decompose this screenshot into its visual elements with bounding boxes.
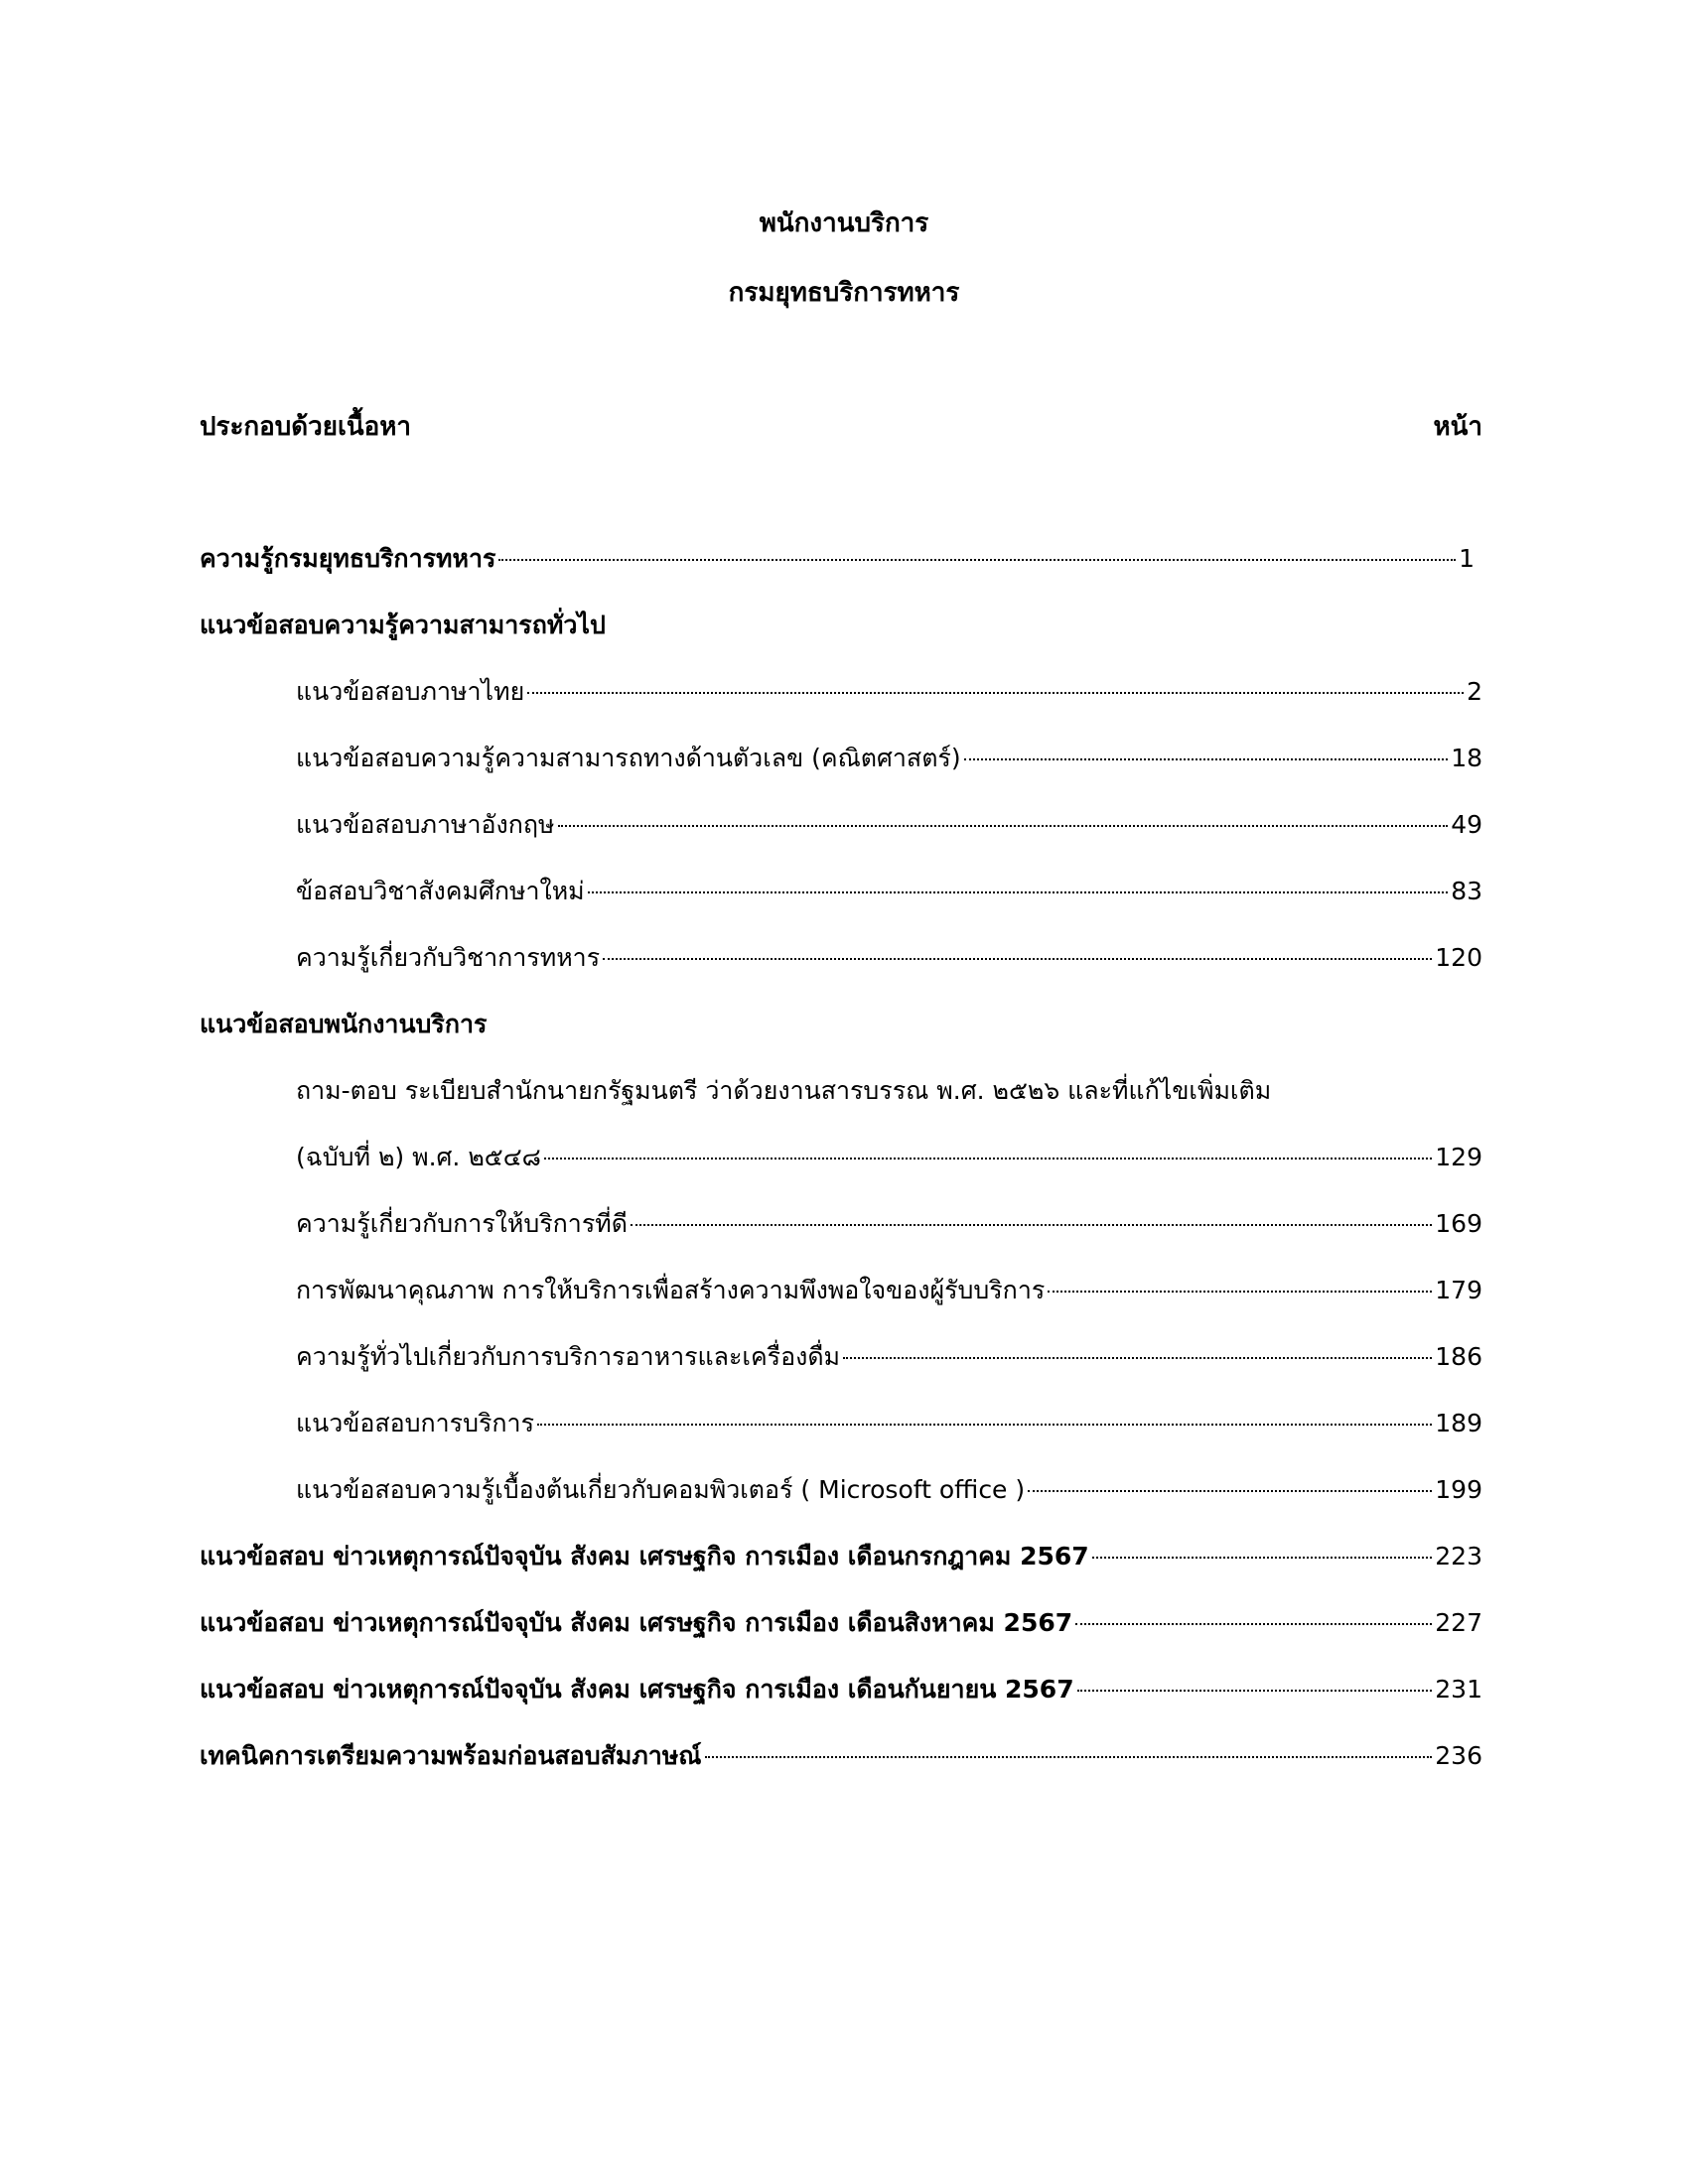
dot-leader bbox=[1092, 1557, 1433, 1559]
dot-leader bbox=[558, 825, 1449, 827]
toc-entry-page-number: 120 bbox=[1435, 943, 1482, 972]
toc-entry-page-number: 2 bbox=[1467, 677, 1482, 706]
toc-entry bbox=[0, 672, 1688, 739]
toc-entry-label: ความรู้กรมยุทธบริการทหาร bbox=[200, 544, 496, 573]
toc-entry bbox=[0, 1404, 1688, 1470]
dot-leader bbox=[1077, 1690, 1433, 1692]
toc-entry bbox=[0, 739, 1688, 805]
toc-entry-label: เทคนิคการเตรียมความพร้อมก่อนสอบสัมภาษณ์ bbox=[200, 1741, 702, 1770]
toc-entry-label: แนวข้อสอบความรู้ความสามารถทางด้านตัวเลข (คณิตศาสตร์) bbox=[296, 744, 961, 772]
dot-leader bbox=[527, 692, 1464, 694]
toc-entry-page-number: 1 bbox=[1459, 544, 1475, 573]
toc-entry-label: แนวข้อสอบความรู้เบื้องต้นเกี่ยวกับคอมพิวเตอร์ ( Microsoft office ) bbox=[296, 1475, 1026, 1504]
toc-entry-page-number: 231 bbox=[1435, 1675, 1482, 1704]
toc-entry-label: แนวข้อสอบพนักงานบริการ bbox=[200, 1010, 488, 1038]
toc-entry bbox=[0, 1005, 1688, 1071]
dot-leader bbox=[498, 559, 1456, 561]
toc-entry-page-number: 18 bbox=[1451, 744, 1482, 772]
dot-leader bbox=[843, 1357, 1432, 1359]
toc-entry bbox=[0, 1670, 1688, 1736]
dot-leader bbox=[964, 758, 1449, 760]
toc-entry-label: ถาม-ตอบ ระเบียบสำนักนายกรัฐมนตรี ว่าด้วยงานสารบรรณ พ.ศ. ๒๕๒๖ และที่แก้ไขเพิ่มเติม bbox=[296, 1076, 1272, 1105]
toc-entry-page-number: 186 bbox=[1435, 1342, 1482, 1371]
toc-entry-label: ความรู้เกี่ยวกับการให้บริการที่ดี bbox=[296, 1209, 628, 1238]
dot-leader bbox=[603, 958, 1432, 960]
toc-entry-label: แนวข้อสอบความรู้ความสามารถทั่วไป bbox=[200, 611, 606, 639]
dot-leader bbox=[588, 891, 1449, 893]
dot-leader bbox=[537, 1424, 1432, 1426]
toc-entry bbox=[0, 1537, 1688, 1603]
toc-entry-label: (ฉบับที่ ๒) พ.ศ. ๒๕๔๘ bbox=[296, 1143, 541, 1171]
toc-entry bbox=[0, 539, 1688, 606]
toc-entry bbox=[0, 1204, 1688, 1271]
toc-entry-label: การพัฒนาคุณภาพ การให้บริการเพื่อสร้างความพึงพอใจของผู้รับบริการ bbox=[296, 1276, 1046, 1304]
toc-entry bbox=[0, 1138, 1688, 1204]
dot-leader bbox=[544, 1158, 1432, 1160]
dot-leader bbox=[631, 1224, 1432, 1226]
toc-entry bbox=[0, 1071, 1688, 1138]
toc-entry bbox=[0, 1271, 1688, 1337]
toc-entry-label: แนวข้อสอบภาษาไทย bbox=[296, 677, 525, 706]
toc-entry-page-number: 129 bbox=[1435, 1143, 1482, 1171]
toc-entry-label: แนวข้อสอบ ข่าวเหตุการณ์ปัจจุบัน สังคม เศรษฐกิจ การเมือง เดือนสิงหาคม 2567 bbox=[200, 1608, 1073, 1637]
toc-entry-label: แนวข้อสอบ ข่าวเหตุการณ์ปัจจุบัน สังคม เศรษฐกิจ การเมือง เดือนกรกฎาคม 2567 bbox=[200, 1542, 1089, 1570]
toc-entry-page-number: 227 bbox=[1435, 1608, 1482, 1637]
toc-entry bbox=[0, 1736, 1688, 1803]
toc-entry bbox=[0, 1603, 1688, 1670]
dot-leader bbox=[1048, 1291, 1432, 1293]
toc-entry-label: แนวข้อสอบ ข่าวเหตุการณ์ปัจจุบัน สังคม เศรษฐกิจ การเมือง เดือนกันยายน 2567 bbox=[200, 1675, 1074, 1704]
dot-leader bbox=[1075, 1623, 1432, 1625]
toc-entry bbox=[0, 805, 1688, 872]
toc-entry-label: แนวข้อสอบภาษาอังกฤษ bbox=[296, 810, 555, 839]
toc-entry bbox=[0, 1337, 1688, 1404]
toc-entry-page-number: 189 bbox=[1435, 1409, 1482, 1437]
contents-heading: ประกอบด้วยเนื้อหา bbox=[200, 412, 412, 442]
document-title: พนักงานบริการ bbox=[759, 208, 929, 238]
table-of-contents bbox=[0, 539, 1688, 1803]
document-subtitle: กรมยุทธบริการทหาร bbox=[728, 278, 960, 308]
page-column-heading: หน้า bbox=[1433, 412, 1482, 442]
toc-entry-page-number: 49 bbox=[1451, 810, 1482, 839]
toc-entry-page-number: 236 bbox=[1435, 1741, 1482, 1770]
toc-entry-page-number: 179 bbox=[1435, 1276, 1482, 1304]
dot-leader bbox=[1028, 1490, 1432, 1492]
toc-entry-page-number: 223 bbox=[1435, 1542, 1482, 1570]
toc-entry-label: ความรู้เกี่ยวกับวิชาการทหาร bbox=[296, 943, 601, 972]
toc-entry bbox=[0, 872, 1688, 938]
toc-entry-page-number: 199 bbox=[1435, 1475, 1482, 1504]
toc-entry-page-number: 83 bbox=[1451, 877, 1482, 905]
toc-entry bbox=[0, 606, 1688, 672]
toc-entry-label: ข้อสอบวิชาสังคมศึกษาใหม่ bbox=[296, 877, 585, 905]
toc-entry bbox=[0, 1470, 1688, 1537]
toc-entry bbox=[0, 938, 1688, 1005]
toc-entry-label: แนวข้อสอบการบริการ bbox=[296, 1409, 534, 1437]
dot-leader bbox=[705, 1756, 1433, 1758]
toc-entry-page-number: 169 bbox=[1435, 1209, 1482, 1238]
toc-header bbox=[200, 407, 1482, 447]
toc-entry-label: ความรู้ทั่วไปเกี่ยวกับการบริการอาหารและเครื่องดื่ม bbox=[296, 1342, 841, 1371]
